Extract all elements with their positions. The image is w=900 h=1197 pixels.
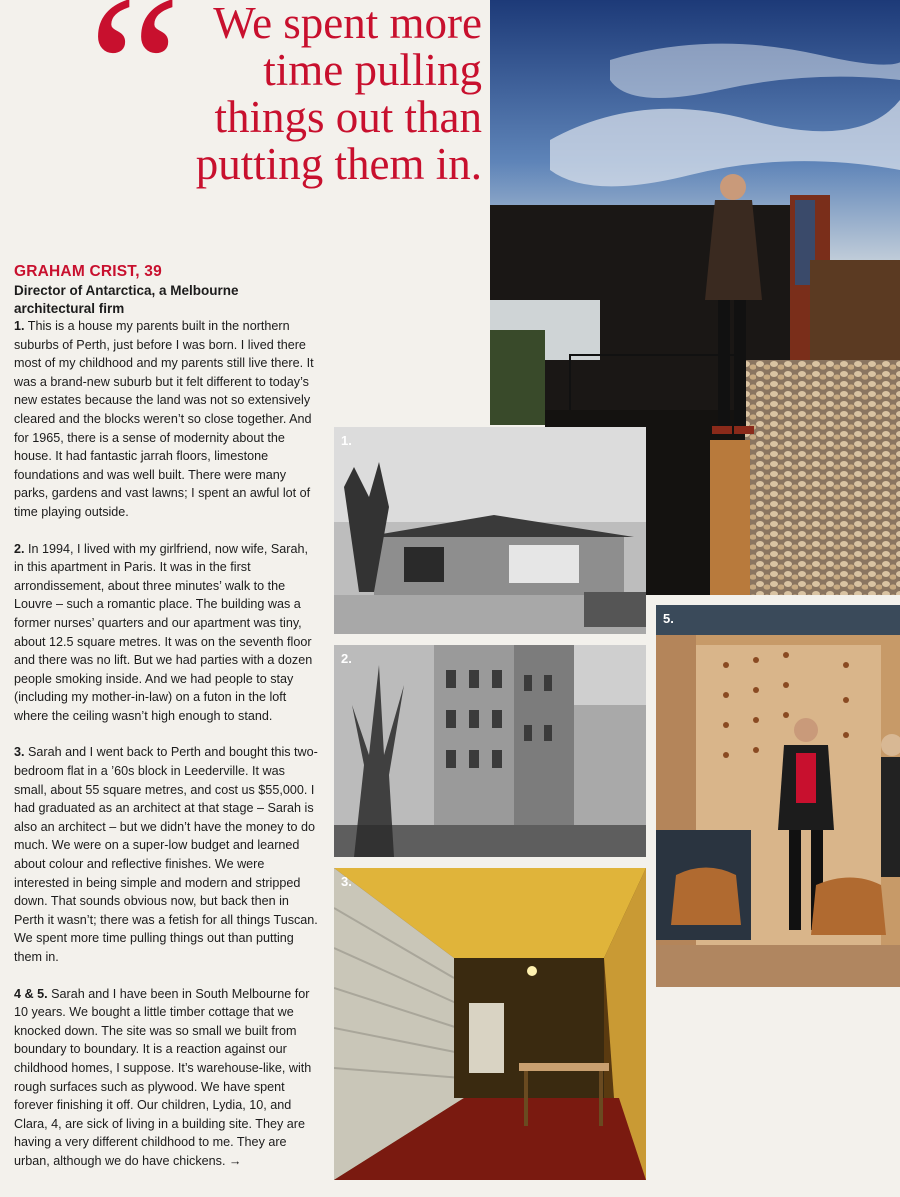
profile-name: GRAHAM CRIST, 39 [14, 263, 162, 280]
paragraph-number: 1. [14, 319, 25, 333]
paragraph-4-5 [14, 985, 319, 1171]
photo-label-3: 3. [341, 874, 352, 889]
paragraph-text: This is a house my parents built in the northern suburbs of Perth, just before I was born. I lived there most of my childhood and my parents still live there. It was a brand-new suburb but it felt different to today’s new estates because the land was not so extensively cleared and the blocks weren’t so close together. And for 1965, there is a sense of modernity about the house. It had fantastic jarrah floors, limestone foundations and was well built. There were many parks, gardens and vast lawns; I spent an awful lot of time playing outside. [14, 319, 314, 519]
interior-image [334, 868, 646, 1180]
paragraph-number: 2. [14, 541, 25, 556]
article-text-column [14, 262, 319, 1189]
photo-label-1: 1. [341, 433, 352, 448]
photo-5-south-melbourne [656, 605, 900, 987]
paragraph-text: Sarah and I have been in South Melbourne for 10 years. We bought a little timber cottage that we knocked down. The site was so small we built from boundary to boundary. It is a reaction against our childhood homes, I suppose. It’s warehouse-like, with rough surfaces such as plywood. We have spent forever finishing it off. Our children, Lydia, 10, and Clara, 4, are sick of living in a building site. They are having a very different childhood to me. They are urban, although we do have chickens. → [14, 986, 312, 1168]
photo-3-interior [334, 868, 646, 1180]
pull-quote-line: putting them in. [195, 139, 482, 189]
paragraph-text: Sarah and I went back to Perth and bought this two-bedroom flat in a ’60s block in Leederville. It was small, about 55 square metres, and cost us $55,000. I had graduated as an architect at that stage – Sarah is also an architect – but we didn’t have the money to do much. We were on a super-low budget and learned about colour and reflective finishes. We were interested in being simple and modern and stripped down. That sounds obvious now, but back then in Perth it wasn’t; there was a fetish for all things Tuscan. We spent more time pulling things out than putting them in. [14, 745, 318, 964]
paragraph-2 [14, 540, 319, 726]
profile-role-line-2: architectural firm [14, 300, 125, 316]
paragraph-text: In 1994, I lived with my girlfriend, now wife, Sarah, in this apartment in Paris. It was in the first arrondissement, about three minutes’ walk to the Louvre – such a romantic place. The building was a former nurses’ quarters and our apartment was tiny, about 12.5 square metres. It was on the seventh floor and there was no lift. But we had parties with a dozen people smoking inside. And we had people to stay (including my mother-in-law) on a futon in the loft where the ceiling wasn’t high enough to stand. [14, 541, 313, 723]
paragraph-number: 4 & 5. [14, 986, 48, 1001]
photo-label-5: 5. [663, 611, 674, 626]
quote-mark: “ [88, 0, 182, 185]
paragraph-1 [14, 317, 319, 522]
plywood-image [656, 605, 900, 987]
pull-quote [102, 0, 482, 188]
photo-1-house [334, 427, 646, 634]
paragraph-number: 3. [14, 745, 25, 760]
house-image [334, 427, 646, 634]
pull-quote-line: We spent more [213, 0, 482, 48]
pull-quote-line: things out than [214, 92, 482, 142]
paragraph-3 [14, 743, 319, 966]
profile-role-line-1: Director of Antarctica, a Melbourne [14, 283, 239, 298]
photo-label-2: 2. [341, 651, 352, 666]
paris-image [334, 645, 646, 857]
photo-2-paris [334, 645, 646, 857]
pull-quote-line: time pulling [263, 45, 482, 95]
